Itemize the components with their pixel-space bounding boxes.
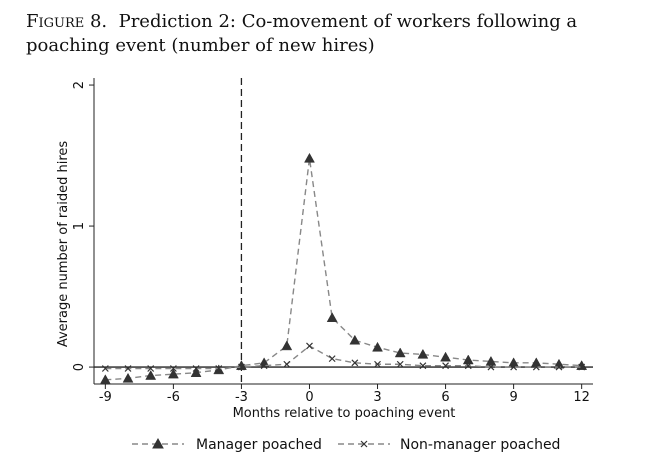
data-point-manager	[418, 349, 428, 358]
x-tick-label: 6	[441, 390, 450, 405]
x-tick-label: -9	[98, 390, 112, 405]
data-point-non-manager	[306, 343, 312, 349]
data-point-manager	[441, 352, 451, 361]
data-point-manager	[327, 313, 337, 322]
figure-label: Figure 8.	[26, 11, 108, 32]
legend-label: Non-manager poached	[400, 437, 561, 453]
legend-entry-1	[132, 437, 322, 453]
x-tick-label: 12	[573, 390, 590, 405]
y-tick-label: 2	[72, 80, 87, 90]
y-tick-label: 0	[72, 362, 87, 372]
data-point-manager	[282, 341, 292, 350]
data-point-non-manager	[329, 356, 335, 362]
legend-entry-2	[338, 437, 560, 453]
x-tick-label: 0	[305, 390, 314, 405]
figure-caption-text: Prediction 2: Co-movement of workers following a poaching event (number of new hires)	[26, 11, 578, 56]
legend-label: Manager poached	[196, 437, 322, 453]
y-axis-label: Average number of raided hires	[56, 140, 71, 348]
data-point-manager	[146, 371, 156, 380]
x-tick-label: 3	[373, 390, 382, 405]
chart-marks	[100, 153, 586, 383]
y-tick-label: 1	[72, 221, 87, 231]
data-point-manager	[214, 365, 224, 374]
data-point-non-manager	[284, 361, 290, 367]
data-point-manager	[123, 373, 133, 382]
x-tick-label: -6	[166, 390, 180, 405]
chart-legend	[132, 437, 560, 453]
x-axis-label: Months relative to poaching event	[232, 406, 456, 421]
x-tick-label: -3	[234, 390, 248, 405]
data-point-manager	[304, 153, 314, 162]
chart-axes	[72, 78, 593, 405]
x-tick-label: 9	[509, 390, 518, 405]
series-line-1	[105, 158, 581, 379]
